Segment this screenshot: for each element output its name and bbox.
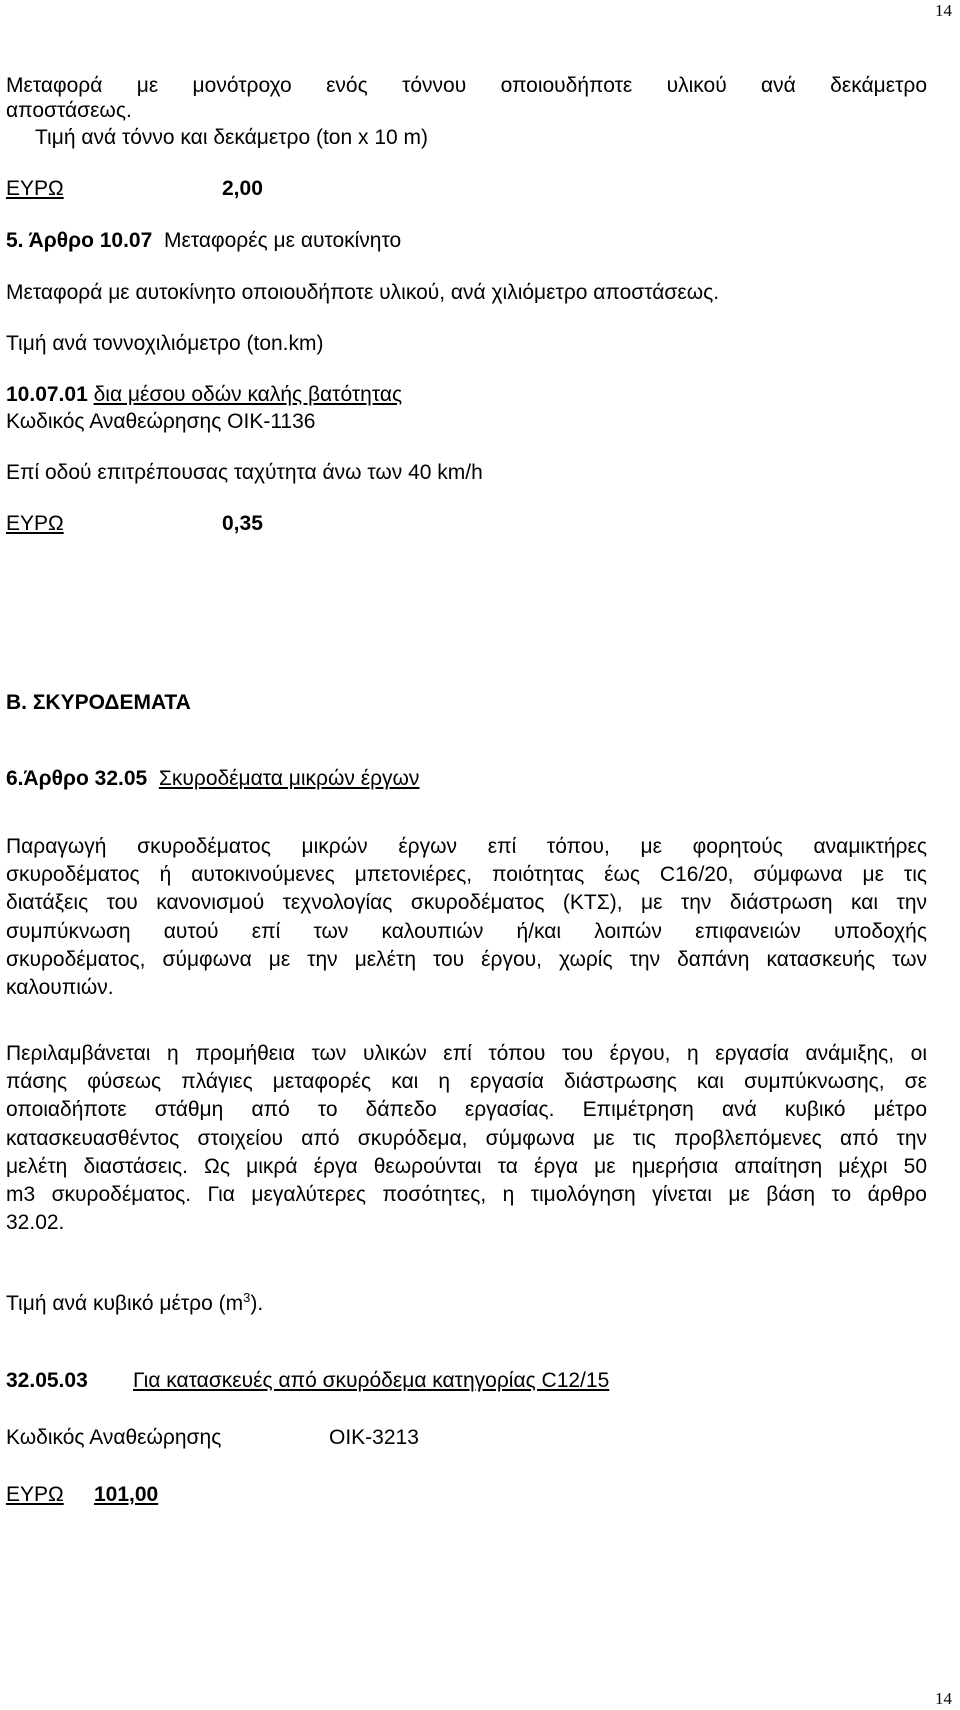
paragraph-line: κατασκευασθέντος στοιχείου από σκυρόδεμα, σύμφωνα με τις προβλεπόμενες από την bbox=[6, 1126, 927, 1150]
article-5-code: Κωδικός Αναθεώρησης ΟΙΚ-1136 bbox=[6, 410, 316, 433]
paragraph-line: Περιλαμβάνεται η προμήθεια των υλικών επί τόπου του έργου, η εργασία ανάμιξης, οι bbox=[6, 1042, 927, 1065]
paragraph-line: διατάξεις του κανονισμού τεχνολογίας σκυροδέματος (ΚΤΣ), με την διάστρωση και την bbox=[6, 891, 927, 915]
article-5-number: 5. Άρθρο 10.07 bbox=[6, 229, 153, 252]
intro-line-1: Μεταφορά με μονότροχο ενός τόννου οποιουδήποτε υλικού ανά δεκάμετρο bbox=[6, 74, 927, 97]
paragraph-line: συμπύκνωση αυτού επί των καλουπιών ή/και λοιπών επιφανειών υποδοχής bbox=[6, 919, 927, 943]
page-number-top: 14 bbox=[935, 1, 952, 20]
intro-currency: ΕΥΡΩ bbox=[6, 177, 64, 200]
paragraph-line: καλουπιών. bbox=[6, 976, 114, 1000]
unit-superscript: 3 bbox=[243, 1290, 251, 1305]
article-5-heading bbox=[6, 230, 401, 251]
unit-text: Τιμή ανά κυβικό μέτρο (m bbox=[6, 1292, 244, 1315]
article-6-number: 6.Άρθρο 32.05 bbox=[6, 767, 148, 790]
paragraph-line: πάσης φύσεως πλάγιες μεταφορές και η εργασία διάστρωσης και συμπύκνωσης, σε bbox=[6, 1070, 927, 1094]
article-6-paragraph-1 bbox=[6, 833, 927, 1002]
article-6-unit bbox=[6, 1290, 264, 1315]
paragraph-line: μελέτη διαστάσεις. Ως μικρά έργα θεωρούνται τα έργα με ημερήσια απαίτηση μέχρι 50 bbox=[6, 1154, 927, 1178]
unit-end: ). bbox=[250, 1292, 264, 1315]
article-5-unit: Τιμή ανά τοννοχιλιόμετρο (ton.km) bbox=[6, 332, 324, 355]
article-6-code-label: Κωδικός Αναθεώρησης bbox=[6, 1426, 222, 1449]
article-5-price: 0,35 bbox=[222, 512, 263, 535]
article-6-currency: ΕΥΡΩ bbox=[6, 1483, 64, 1506]
paragraph-line: 32.02. bbox=[6, 1211, 65, 1235]
article-6-price: 101,00 bbox=[94, 1483, 159, 1506]
page-number-bottom: 14 bbox=[935, 1689, 952, 1708]
article-5-title: Μεταφορές με αυτοκίνητο bbox=[163, 229, 402, 252]
article-5-subitem bbox=[6, 384, 402, 405]
intro-line-2: αποστάσεως. bbox=[6, 99, 132, 122]
paragraph-line: m3 σκυροδέματος. Για μεγαλύτερες ποσότητες, η τιμολόγηση γίνεται με βάση το άρθρο bbox=[6, 1183, 927, 1207]
article-6-title: Σκυροδέματα μικρών έργων bbox=[158, 767, 420, 790]
paragraph-line: σκυροδέματος, σύμφωνα με την μελέτη του έργου, χωρίς την δαπάνη κατασκευής των bbox=[6, 947, 927, 971]
subitem-title: δια μέσου οδών καλής βατότητας bbox=[93, 383, 403, 406]
article-6-heading bbox=[6, 768, 419, 789]
subitem-number: 10.07.01 bbox=[6, 383, 88, 406]
paragraph-line: σκυροδέματος ή αυτοκινούμενες μπετονιέρες, ποιότητας έως C16/20, σύμφωνα με τις bbox=[6, 863, 927, 887]
intro-unit: Τιμή ανά τόννο και δεκάμετρο (ton x 10 m) bbox=[35, 126, 429, 149]
paragraph-line: Παραγωγή σκυροδέματος μικρών έργων επί τόπου, με φορητούς αναμικτήρες bbox=[6, 835, 927, 858]
article-6-paragraph-2 bbox=[6, 1040, 927, 1237]
intro-price: 2,00 bbox=[222, 177, 263, 200]
article-6-subitem-title: Για κατασκευές από σκυρόδεμα κατηγορίας C12/15 bbox=[133, 1369, 610, 1392]
article-6-code-value: ΟΙΚ-3213 bbox=[329, 1426, 419, 1449]
article-5-condition: Επί οδού επιτρέπουσας ταχύτητα άνω των 40 km/h bbox=[6, 461, 483, 484]
section-title: Β. ΣΚΥΡΟΔΕΜΑΤΑ bbox=[6, 691, 191, 714]
paragraph-line: οποιαδήποτε στάθμη από το δάπεδο εργασίας. Επιμέτρηση ανά κυβικό μέτρο bbox=[6, 1098, 927, 1122]
article-5-currency: ΕΥΡΩ bbox=[6, 512, 64, 535]
article-5-description: Μεταφορά με αυτοκίνητο οποιουδήποτε υλικού, ανά χιλιόμετρο αποστάσεως. bbox=[6, 281, 720, 304]
article-6-subitem-number: 32.05.03 bbox=[6, 1369, 88, 1392]
